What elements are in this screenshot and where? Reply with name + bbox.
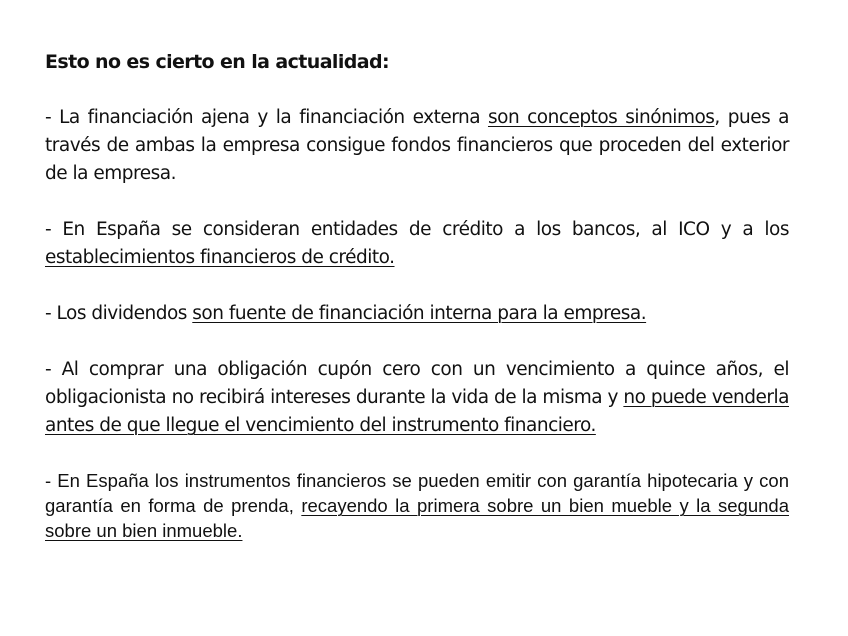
slide-content — [45, 48, 789, 571]
statement-2 — [45, 216, 789, 272]
statement-underlined: establecimientos financieros de crédito. — [45, 247, 395, 268]
statement-text: - La financiación ajena y la financiación externa — [45, 107, 488, 128]
statement-text: - En España los instrumentos financieros se pueden emitir con garantía hipotecaria y con garantía en forma de prenda, — [45, 470, 789, 516]
statement-tail: , pues a través de ambas la empresa consigue fondos financieros que proceden del exterior de la empresa. — [45, 107, 789, 184]
statement-underlined: no puede venderla antes de que llegue el vencimiento del instrumento financiero. — [45, 387, 789, 436]
slide-title: Esto no es cierto en la actualidad: — [45, 51, 389, 73]
statement-underlined: recayendo la primera sobre un bien mueble y la segunda sobre un bien inmueble. — [45, 495, 789, 541]
statement-text: - Los dividendos — [45, 303, 193, 324]
statement-4 — [45, 356, 789, 440]
statement-1 — [45, 104, 789, 188]
statement-3 — [45, 300, 789, 328]
statement-text: - Al comprar una obligación cupón cero con un vencimiento a quince años, el obligacionista no recibirá intereses durante la vida de la misma y — [45, 359, 789, 408]
statement-text: - En España se consideran entidades de crédito a los bancos, al ICO y a los — [45, 219, 789, 240]
statement-underlined: son fuente de financiación interna para la empresa. — [192, 303, 647, 324]
statement-underlined: son conceptos sinónimos — [487, 107, 715, 128]
statement-5 — [45, 468, 789, 543]
